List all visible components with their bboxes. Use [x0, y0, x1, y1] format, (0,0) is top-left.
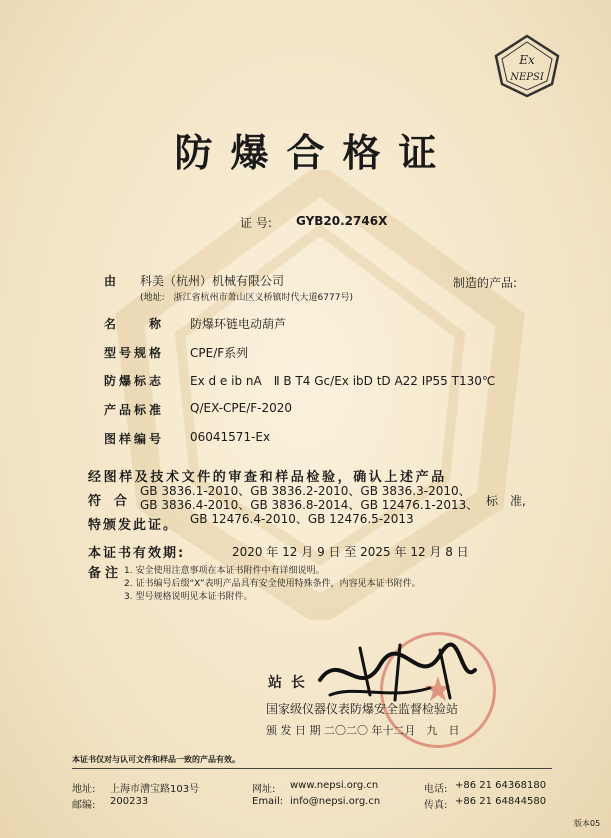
note-item-3: 3. 型号规格说明见本证书附件。 — [124, 592, 253, 602]
drawing-number-label: 图样编号 — [104, 432, 165, 446]
standards-line2: GB 3836.4-2010、GB 3836.8-2014、GB 12476.1-2013、 — [140, 498, 479, 512]
validity-label: 本证书有效期: — [88, 546, 186, 561]
conformity-issue: 特颁发此证。 — [88, 518, 179, 533]
conformity-standard-suffix: 标 准, — [486, 494, 526, 508]
product-standard-label: 产品标准 — [104, 403, 165, 417]
footer-email: info@nepsi.org.cn — [290, 796, 381, 807]
cert-number-label: 证 号: — [240, 216, 272, 230]
logo-bottom-text: NEPSI — [510, 72, 544, 83]
footer-divider — [72, 768, 552, 769]
conformity-fu: 符 合 — [88, 494, 128, 509]
maker-address: (地址: 浙江省杭州市萧山区义桥镇时代大道6777号) — [140, 293, 353, 303]
ex-marking-value: Ex d e ib nA Ⅱ B T4 Gc/Ex ibD tD A22 IP55 T130℃ — [190, 374, 496, 388]
note-item-1: 1. 安全使用注意事项在本证书附件中有详细说明。 — [124, 566, 325, 576]
footer-zip: 200233 — [110, 796, 149, 807]
footer-fax-label: 传真: — [424, 800, 448, 811]
notes-label: 备注 — [88, 566, 123, 581]
footer-email-label: Email: — [252, 796, 284, 807]
footer-address: 上海市漕宝路103号 — [110, 784, 200, 795]
cert-number-value: GYB20.2746X — [296, 214, 388, 228]
conformity-line1: 经图样及技术文件的审查和样品检验，确认上述产品 — [88, 470, 447, 485]
standards-line3: GB 12476.4-2010、GB 12476.5-2013 — [190, 512, 414, 526]
validity-value: 2020 年 12 月 9 日 至 2025 年 12 月 8 日 — [232, 545, 469, 559]
nepsi-ex-logo-icon — [492, 34, 562, 98]
issuing-authority: 国家级仪器仪表防爆安全监督检验站 — [266, 702, 459, 716]
seal-star-icon: ★ — [422, 670, 454, 710]
product-name-label: 名 称 — [104, 317, 165, 331]
maker-label: 由 — [104, 274, 117, 288]
drawing-number-value: 06041571-Ex — [190, 430, 271, 444]
certificate-title: 防爆合格证 — [174, 131, 455, 175]
footer-tel-label: 电话: — [424, 784, 448, 795]
logo-top-text: Ex — [519, 53, 535, 67]
product-standard-value: Q/EX-CPE/F-2020 — [190, 401, 293, 415]
ex-marking-label: 防爆标志 — [104, 374, 165, 388]
model-label: 型号规格 — [104, 346, 165, 360]
footer-web-label: 网址: — [252, 784, 276, 795]
version-mark: 版本05 — [574, 819, 601, 828]
note-item-2: 2. 证书编号后缀“X”表明产品具有安全使用特殊条件，内容见本证书附件。 — [124, 579, 421, 589]
maker-suffix: 制造的产品: — [453, 276, 518, 290]
validity-footnote: 本证书仅对与认可文件和样品一致的产品有效。 — [72, 755, 240, 764]
footer-address-label: 地址: — [72, 784, 96, 795]
footer-fax: +86 21 64844580 — [455, 796, 547, 807]
director-label: 站 长 — [268, 675, 307, 691]
footer-web: www.nepsi.org.cn — [290, 780, 379, 791]
model-value: CPE/F系列 — [190, 346, 249, 360]
standards-line1: GB 3836.1-2010、GB 3836.2-2010、GB 3836.3-2010、 — [140, 484, 471, 498]
product-name-value: 防爆环链电动葫芦 — [190, 317, 287, 331]
maker-value: 科美（杭州）机械有限公司 — [140, 274, 285, 288]
issue-date: 颁 发 日 期 二〇二〇 年十二月 九 日 — [266, 724, 460, 737]
footer-zip-label: 邮编: — [72, 800, 96, 811]
footer-tel: +86 21 64368180 — [455, 780, 547, 791]
